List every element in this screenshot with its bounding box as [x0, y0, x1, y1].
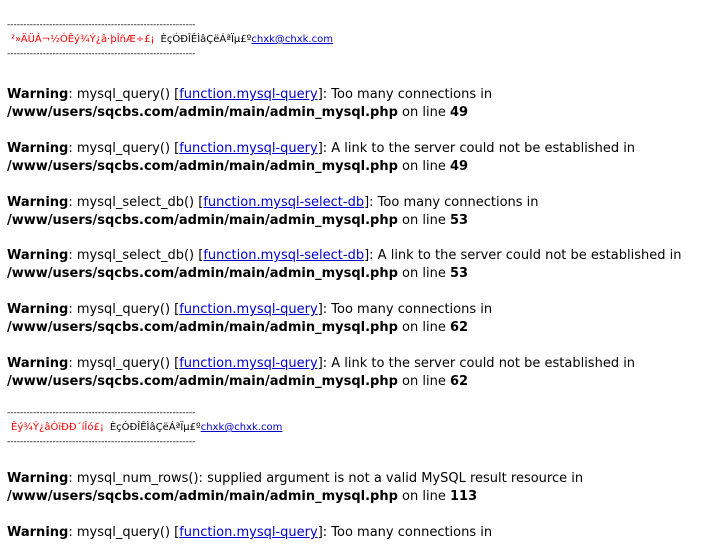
warning-path: /www/users/sqcbs.com/admin/main/admin_mysql.php — [7, 213, 398, 228]
function-doc-link[interactable]: function.mysql-select-db — [203, 248, 365, 263]
error-notice-2 — [7, 408, 282, 447]
warning-message: ]: Too many connections in — [317, 525, 493, 540]
divider-bottom: ---------------------------------------------------------- — [7, 49, 196, 59]
function-doc-link[interactable]: function.mysql-query — [179, 302, 318, 317]
on-line-text: on line — [397, 159, 450, 174]
warning-path: /www/users/sqcbs.com/admin/main/admin_mysql.php — [7, 266, 398, 281]
function-doc-link[interactable]: function.mysql-query — [179, 141, 318, 156]
warning-message: ]: A link to the server could not be established in — [317, 141, 636, 156]
line-number: 113 — [449, 489, 478, 504]
warning-func: mysql_query() [ — [76, 356, 180, 371]
warning-label: Warning — [7, 141, 69, 156]
notice-contact-text: ÈçÓÐÎÊÌâÇëÁªÏµ£º — [109, 422, 201, 433]
divider-top: ---------------------------------------------------------- — [7, 408, 196, 418]
line-number: 49 — [449, 159, 469, 174]
warning-path: /www/users/sqcbs.com/admin/main/admin_mysql.php — [7, 105, 398, 120]
email-link[interactable]: chxk@chxk.com — [200, 422, 283, 433]
warning-label: Warning — [7, 356, 69, 371]
function-doc-link[interactable]: function.mysql-query — [179, 87, 318, 102]
function-doc-link[interactable]: function.mysql-query — [179, 525, 318, 540]
divider-top: ---------------------------------------------------------- — [7, 20, 196, 30]
warning-message: mysql_num_rows(): supplied argument is not a valid MySQL result resource in — [76, 471, 584, 486]
warning-row: Warning: mysql_query() [function.mysql-query]: Too many connections in /www/users/sqcbs.com/admin/main/admin_mysql.php on line 62 — [7, 302, 493, 335]
warning-label: Warning — [7, 195, 69, 210]
warning-path: /www/users/sqcbs.com/admin/main/admin_mysql.php — [7, 374, 398, 389]
line-number: 49 — [449, 105, 469, 120]
on-line-text: on line — [397, 105, 450, 120]
warning-row: Warning: mysql_query() [function.mysql-query]: A link to the server could not be established in /www/users/sqcbs.com/admin/main/admin_mysql.php on line 49 — [7, 141, 636, 174]
warning-row: Warning: mysql_select_db() [function.mysql-select-db]: Too many connections in /www/users/sqcbs.com/admin/main/admin_mysql.php on line 53 — [7, 195, 539, 228]
warning-row: Warning: mysql_query() [function.mysql-query]: Too many connections in /www/users/sqcbs.com/admin/main/admin_mysql.php on line 49 — [7, 87, 493, 120]
warning-message: ]: Too many connections in — [317, 87, 493, 102]
notice-text — [7, 418, 282, 435]
warning-row: Warning: mysql_query() [function.mysql-query]: A link to the server could not be established in /www/users/sqcbs.com/admin/main/admin_mysql.php on line 62 — [7, 356, 636, 389]
warning-label: Warning — [7, 525, 69, 540]
email-link[interactable]: chxk@chxk.com — [251, 34, 333, 45]
on-line-text: on line — [397, 374, 450, 389]
line-number: 53 — [449, 266, 469, 281]
on-line-text: on line — [397, 213, 450, 228]
warning-label: Warning — [7, 87, 69, 102]
warning-path: /www/users/sqcbs.com/admin/main/admin_mysql.php — [7, 489, 398, 504]
function-doc-link[interactable]: function.mysql-query — [179, 356, 318, 371]
warning-label: Warning — [7, 471, 69, 486]
warning-label: Warning — [7, 302, 69, 317]
warning-func: mysql_select_db() [ — [76, 248, 204, 263]
warning-message: ]: Too many connections in — [317, 302, 493, 317]
warning-message: ]: A link to the server could not be established in — [364, 248, 682, 263]
warning-func: mysql_query() [ — [76, 302, 180, 317]
error-notice-1 — [7, 20, 333, 59]
notice-red-text: Êý¾Ý¿âÓïÐÐ´íÎó£¡ — [11, 422, 104, 433]
on-line-text: on line — [397, 320, 450, 335]
warning-row: Warning: mysql_query() [function.mysql-query]: Too many connections in — [7, 525, 493, 540]
warning-func: mysql_query() [ — [76, 525, 180, 540]
warning-label: Warning — [7, 248, 69, 263]
line-number: 62 — [449, 320, 469, 335]
line-number: 62 — [449, 374, 469, 389]
notice-text — [7, 30, 333, 47]
warning-message: ]: A link to the server could not be established in — [317, 356, 636, 371]
warning-row: Warning: mysql_num_rows(): supplied argument is not a valid MySQL result resource in /www/users/sqcbs.com/admin/main/admin_mysql.php on line 113 — [7, 471, 584, 504]
notice-red-text: ²»ÄÜÁ¬½ÓÊý¾Ý¿â·þÎñÆ÷£¡ — [11, 34, 155, 45]
warning-message: ]: Too many connections in — [364, 195, 539, 210]
divider-bottom: ---------------------------------------------------------- — [7, 437, 196, 447]
warning-func: mysql_select_db() [ — [76, 195, 204, 210]
function-doc-link[interactable]: function.mysql-select-db — [203, 195, 365, 210]
warning-path: /www/users/sqcbs.com/admin/main/admin_mysql.php — [7, 159, 398, 174]
on-line-text: on line — [397, 266, 450, 281]
warning-row: Warning: mysql_select_db() [function.mysql-select-db]: A link to the server could not be established in /www/users/sqcbs.com/admin/main/admin_mysql.php on line 53 — [7, 248, 682, 281]
on-line-text: on line — [397, 489, 450, 504]
warning-func: mysql_query() [ — [76, 87, 180, 102]
warning-path: /www/users/sqcbs.com/admin/main/admin_mysql.php — [7, 320, 398, 335]
warning-func: mysql_query() [ — [76, 141, 180, 156]
notice-contact-text: ÈçÓÐÎÊÌâÇëÁªÏµ£º — [160, 34, 252, 45]
line-number: 53 — [449, 213, 469, 228]
